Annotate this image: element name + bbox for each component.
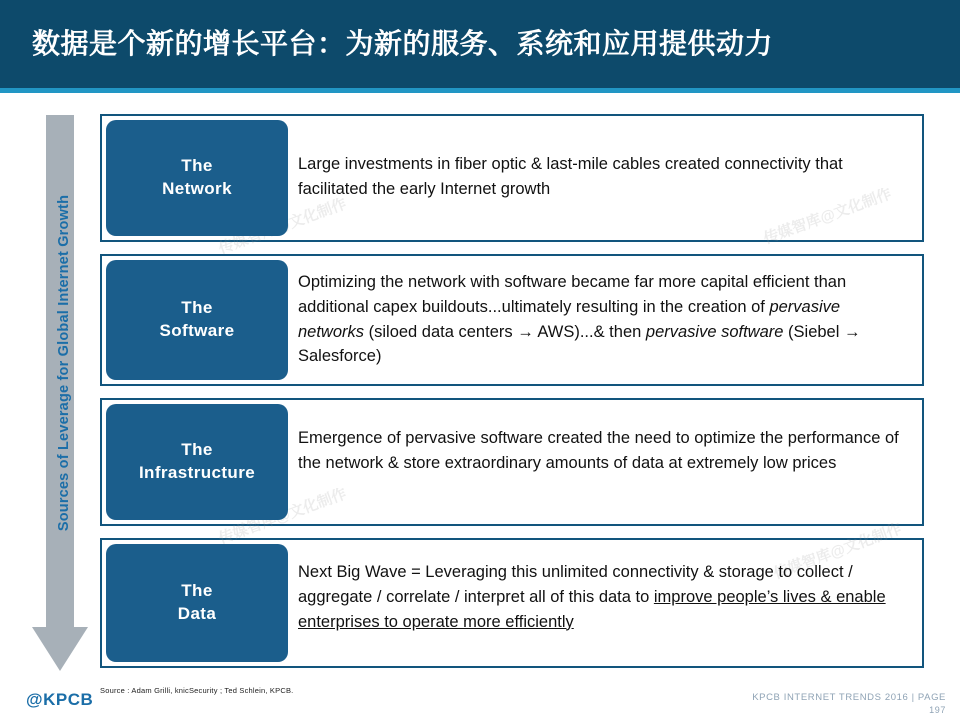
row-label-line1: The xyxy=(181,440,213,460)
header-accent-bar xyxy=(0,88,960,93)
row-label-line2: Infrastructure xyxy=(138,463,256,482)
page-number: 197 xyxy=(929,705,946,715)
row-label-line2: Data xyxy=(177,604,217,623)
left-rail xyxy=(32,115,88,675)
row-data xyxy=(100,538,924,668)
rail-label: Sources of Leverage for Global Internet Growth xyxy=(56,194,72,532)
row-infrastructure xyxy=(100,398,924,526)
source-note: Source : Adam Grilli, knicSecurity ; Ted Schlein, KPCB. xyxy=(100,686,294,695)
row-software xyxy=(100,254,924,386)
row-label-line2: Network xyxy=(162,179,232,198)
row-label-line1: The xyxy=(181,581,213,601)
row-label-infrastructure xyxy=(106,404,288,520)
row-label-network xyxy=(106,120,288,236)
row-text-network: Large investments in fiber optic & last-mile cables created connectivity that facilitated the early Internet growth xyxy=(298,155,843,198)
row-label-software xyxy=(106,260,288,380)
row-label-line1: The xyxy=(181,156,213,176)
row-label-line2: Software xyxy=(159,321,235,340)
row-label-line1: The xyxy=(181,298,213,318)
row-network xyxy=(100,114,924,242)
down-arrow-icon xyxy=(32,627,88,671)
row-text-infrastructure: Emergence of pervasive software created the need to optimize the performance of the network & store extraordinary amounts of data at extremely low prices xyxy=(298,429,899,472)
row-text-software: Optimizing the network with software became far more capital efficient than additional capex buildouts...ultimately resulting in the creation of pervasive networks (siloed data centers → AWS)...& then pervasive software (Siebel → Salesforce) xyxy=(298,273,861,366)
page-title: 数据是个新的增长平台：为新的服务、系统和应用提供动力 xyxy=(32,28,774,59)
row-label-data xyxy=(106,544,288,662)
brand-logo: @KPCB xyxy=(26,690,94,709)
slide-header xyxy=(0,0,960,88)
footer-label: KPCB INTERNET TRENDS 2016 | PAGE xyxy=(752,692,946,703)
row-text-data: Next Big Wave = Leveraging this unlimited connectivity & storage to collect / aggregate / correlate / interpret all of this data to improve people’s lives & enable enterprises to operate more efficiently xyxy=(298,563,886,631)
rows-container xyxy=(100,114,924,680)
footer-right xyxy=(752,692,946,715)
